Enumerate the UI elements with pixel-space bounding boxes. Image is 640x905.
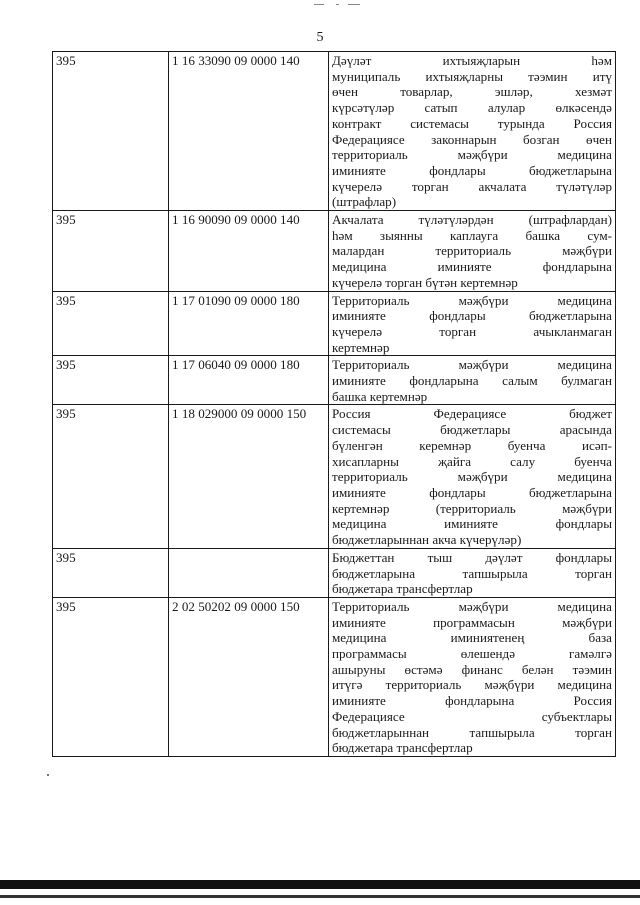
description-line: бюджетара трансфертлар: [332, 581, 473, 597]
description-line: ашыруны өстәмә финанс белән тәэмин: [332, 661, 612, 677]
description-line: малардан территориаль мәҗбүри: [332, 243, 612, 259]
table-row: [53, 356, 616, 405]
description-line: иминияте фондларына салым булмаган: [332, 373, 612, 389]
description-line: Территориаль мәҗбүри медицина: [332, 598, 612, 614]
page-number: 5: [316, 30, 324, 45]
description-line: күчерелә торган бүтән кертемнәр: [332, 274, 518, 290]
scan-bottom-edge-line: [0, 895, 640, 898]
description-line: иминияте программасын мәҗбүри: [332, 614, 612, 630]
description-line: башка кертемнәр: [332, 388, 428, 404]
description-line: иминияте фондлары бюджетларына: [332, 162, 612, 178]
table-row: [53, 211, 616, 292]
budget-classification-code-cell: 1 16 90090 09 0000 140: [169, 211, 329, 292]
description-line: хисапларны җайга салу буенча: [332, 453, 612, 469]
description-line: медицина иминияте фондларына: [332, 259, 612, 275]
description-line: Акчалата түләтүләрдән (штрафлардан): [332, 212, 612, 228]
revenue-description-cell: [329, 291, 616, 356]
table-row: [53, 597, 616, 756]
description-line: муниципаль ихтыяҗларны тәэмин итү: [332, 68, 612, 84]
description-line: территориаль мәҗбүри медицина: [332, 469, 612, 485]
admin-code-cell: 395: [53, 291, 169, 356]
description-line: Территориаль мәҗбүри медицина: [332, 357, 612, 373]
description-line: Бюджеттан тыш дәүләт фондлары: [332, 549, 612, 565]
admin-code-cell: 395: [53, 52, 169, 211]
description-line: медицина иминиятенең база: [332, 630, 612, 646]
revenue-description-cell: [329, 548, 616, 597]
description-line: кертемнәр (территориаль мәҗбүри: [332, 500, 612, 516]
admin-code-cell: 395: [53, 356, 169, 405]
budget-classification-code-cell: [169, 548, 329, 597]
description-line: Россия Федерациясе бюджет: [332, 406, 612, 422]
budget-codes-table: [52, 51, 616, 757]
description-line: медицина иминияте фондлары: [332, 516, 612, 532]
description-line: системасы бюджетлары арасында: [332, 422, 612, 438]
scan-dot: [47, 774, 49, 776]
admin-code-cell: 395: [53, 548, 169, 597]
revenue-description-cell: [329, 597, 616, 756]
table-row: [53, 291, 616, 356]
description-line: территориаль мәҗбүри медицина: [332, 147, 612, 163]
table-row: [53, 52, 616, 211]
revenue-description-cell: [329, 211, 616, 292]
top-scan-marks: [300, 2, 360, 8]
admin-code-cell: 395: [53, 211, 169, 292]
description-line: һәм зыянны каплауга башка сум-: [332, 227, 612, 243]
description-line: Федерациясе законнарын бозган өчен: [332, 131, 612, 147]
admin-code-cell: 395: [53, 597, 169, 756]
description-line: күчерелә торган ачыкланмаган: [332, 323, 612, 339]
scan-bottom-edge: [0, 880, 640, 889]
description-line: итүгә территориаль мәҗбүри медицина: [332, 677, 612, 693]
table-row: [53, 548, 616, 597]
description-line: (штрафлар): [332, 194, 397, 210]
revenue-description-cell: [329, 356, 616, 405]
description-line: бүленгән керемнәр буенча исәп-: [332, 437, 612, 453]
description-line: күрсәтүләр сатып алулар өлкәсендә: [332, 100, 612, 116]
revenue-description-cell: [329, 405, 616, 548]
description-line: бюджетларына тапшырыла торган: [332, 565, 612, 581]
description-line: иминияте фондлары бюджетларына: [332, 308, 612, 324]
description-line: өчен товарлар, эшләр, хезмәт: [332, 84, 612, 100]
description-line: контракт системасы турында Россия: [332, 115, 612, 131]
description-line: иминияте фондларына Россия: [332, 693, 612, 709]
description-line: Дәүләт ихтыяҗларын һәм: [332, 53, 612, 68]
description-line: программасы өлешендә гамәлгә: [332, 646, 612, 662]
table-row: [53, 405, 616, 548]
budget-classification-code-cell: 2 02 50202 09 0000 150: [169, 597, 329, 756]
budget-classification-code-cell: 1 16 33090 09 0000 140: [169, 52, 329, 211]
budget-classification-code-cell: 1 17 01090 09 0000 180: [169, 291, 329, 356]
description-line: иминияте фондлары бюджетларына: [332, 484, 612, 500]
description-line: бюджетара трансфертлар: [332, 740, 473, 756]
description-line: бюджетларыннан акча күчерүләр): [332, 532, 522, 548]
revenue-description-cell: [329, 52, 616, 211]
budget-classification-code-cell: 1 18 029000 09 0000 150: [169, 405, 329, 548]
description-line: Федерациясе субъектлары: [332, 708, 612, 724]
description-line: күчерелә торган акчалата түләтүләр: [332, 178, 612, 194]
admin-code-cell: 395: [53, 405, 169, 548]
description-line: кертемнәр: [332, 339, 390, 355]
budget-classification-code-cell: 1 17 06040 09 0000 180: [169, 356, 329, 405]
description-line: бюджетларыннан тапшырыла торган: [332, 724, 612, 740]
description-line: Территориаль мәҗбүри медицина: [332, 292, 612, 308]
